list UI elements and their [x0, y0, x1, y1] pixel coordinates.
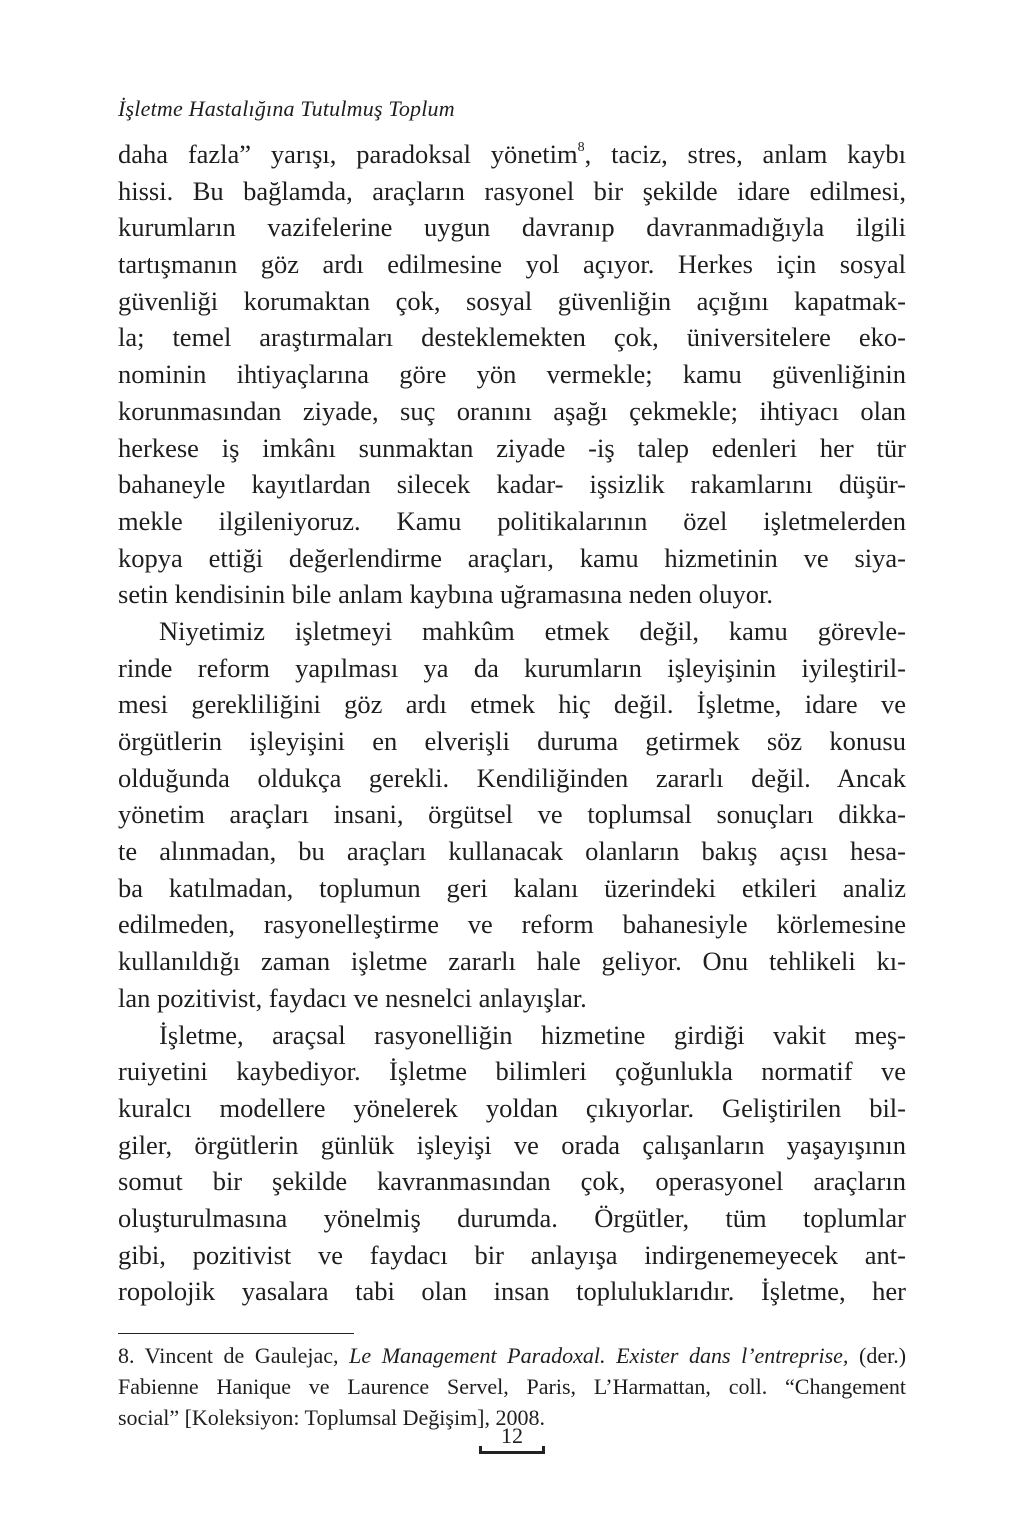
text-line: hissi. Bu bağlamda, araçların rasyonel bir şekilde idare edilmesi, — [118, 175, 906, 206]
text-line: rinde reform yapılması ya da kurumların işleyişinin iyileştiril- — [118, 652, 906, 683]
running-header: İşletme Hastalığına Tutulmuş Toplum — [118, 96, 455, 121]
text-line: kuralcı modellere yönelerek yoldan çıkıyorlar. Geliştirilen bil- — [118, 1092, 906, 1123]
footnote-line: social” [Koleksiyon: Toplumsal Değişim], 2008. — [118, 1405, 546, 1430]
text-line: kopya ettiği değerlendirme araçları, kamu hizmetinin ve siya- — [118, 542, 906, 573]
text-line: herkese iş imkânı sunmaktan ziyade -iş talep edenleri her tür — [118, 432, 906, 463]
text-line: la; temel araştırmaları desteklemekten çok, üniversitelere eko- — [118, 322, 906, 353]
text-line: korunmasından ziyade, suç oranını aşağı çekmekle; ihtiyacı olan — [118, 395, 906, 426]
page-number: 12 — [501, 1423, 523, 1448]
text-line: lan pozitivist, faydacı ve nesnelci anlayışlar. — [118, 982, 587, 1013]
text-line: olduğunda oldukça gerekli. Kendiliğinden zararlı değil. Ancak — [118, 762, 906, 793]
page-number-ornament — [479, 1451, 545, 1454]
book-page — [118, 0, 906, 1536]
text-line: nominin ihtiyaçlarına göre yön vermekle; kamu güvenliğinin — [118, 359, 906, 390]
text-line: daha fazla” yarışı, paradoksal yönetim$^8$, taciz, stres, anlam kaybı — [118, 139, 906, 169]
text-line: bahaneyle kayıtlardan silecek kadar- işsizlik rakamlarını düşür- — [118, 469, 906, 500]
footnote-book-title: Le Management Paradoxal. Exister dans l’entreprise, — [349, 1343, 849, 1368]
text-line: gibi, pozitivist ve faydacı bir anlayışa indirgenemeyecek ant- — [118, 1239, 906, 1270]
text-line: edilmeden, rasyonelleştirme ve reform bahanesiyle körlemesine — [118, 909, 906, 940]
text-line: mesi gerekliliğini göz ardı etmek hiç değil. İşletme, idare ve — [118, 689, 906, 720]
body-text — [118, 136, 906, 1310]
text-line: oluşturulmasına yönelmiş durumda. Örgütler, tüm toplumlar — [118, 1202, 906, 1233]
footnote-line: 8. Vincent de Gaulejac, Le Management Paradoxal. Exister dans l’entreprise, (der.) — [118, 1343, 906, 1368]
text-line: kullanıldığı zaman işletme zararlı hale geliyor. Onu tehlikeli kı- — [118, 946, 906, 977]
page-number-block — [478, 1424, 546, 1454]
text-line: ba katılmadan, toplumun geri kalanı üzerindeki etkileri analiz — [118, 872, 906, 903]
footnote-marker: 8 — [577, 140, 585, 155]
text-line: İşletme, araçsal rasyonelliğin hizmetine girdiği vakit meş- — [159, 1019, 906, 1050]
text-line: kurumların vazifelerine uygun davranıp davranmadığıyla ilgili — [118, 212, 906, 243]
footnote — [118, 1340, 906, 1433]
text-line: ropolojik yasalara tabi olan insan topluluklarıdır. İşletme, her — [118, 1276, 906, 1307]
text-line: güvenliği korumaktan çok, sosyal güvenliğin açığını kapatmak- — [118, 285, 906, 316]
footnote-divider — [118, 1333, 354, 1334]
text-line: tartışmanın göz ardı edilmesine yol açıyor. Herkes için sosyal — [118, 249, 906, 280]
text-line: yönetim araçları insani, örgütsel ve toplumsal sonuçları dikka- — [118, 799, 906, 830]
text-line: Niyetimiz işletmeyi mahkûm etmek değil, kamu görevle- — [159, 615, 906, 646]
text-line: örgütlerin işleyişini en elverişli duruma getirmek söz konusu — [118, 726, 906, 756]
text-line: setin kendisinin bile anlam kaybına uğramasına neden oluyor. — [118, 579, 773, 610]
text-line: ruiyetini kaybediyor. İşletme bilimleri çoğunlukla normatif ve — [118, 1056, 906, 1087]
text-line: te alınmadan, bu araçları kullanacak olanların bakış açısı hesa- — [118, 836, 906, 867]
footnote-line: Fabienne Hanique ve Laurence Servel, Paris, L’Harmattan, coll. “Changement — [118, 1374, 906, 1399]
text-line: giler, örgütlerin günlük işleyişi ve orada çalışanların yaşayışının — [118, 1129, 906, 1160]
text-line: somut bir şekilde kavranmasından çok, operasyonel araçların — [118, 1166, 906, 1197]
text-line: mekle ilgileniyoruz. Kamu politikalarının özel işletmelerden — [118, 505, 906, 536]
